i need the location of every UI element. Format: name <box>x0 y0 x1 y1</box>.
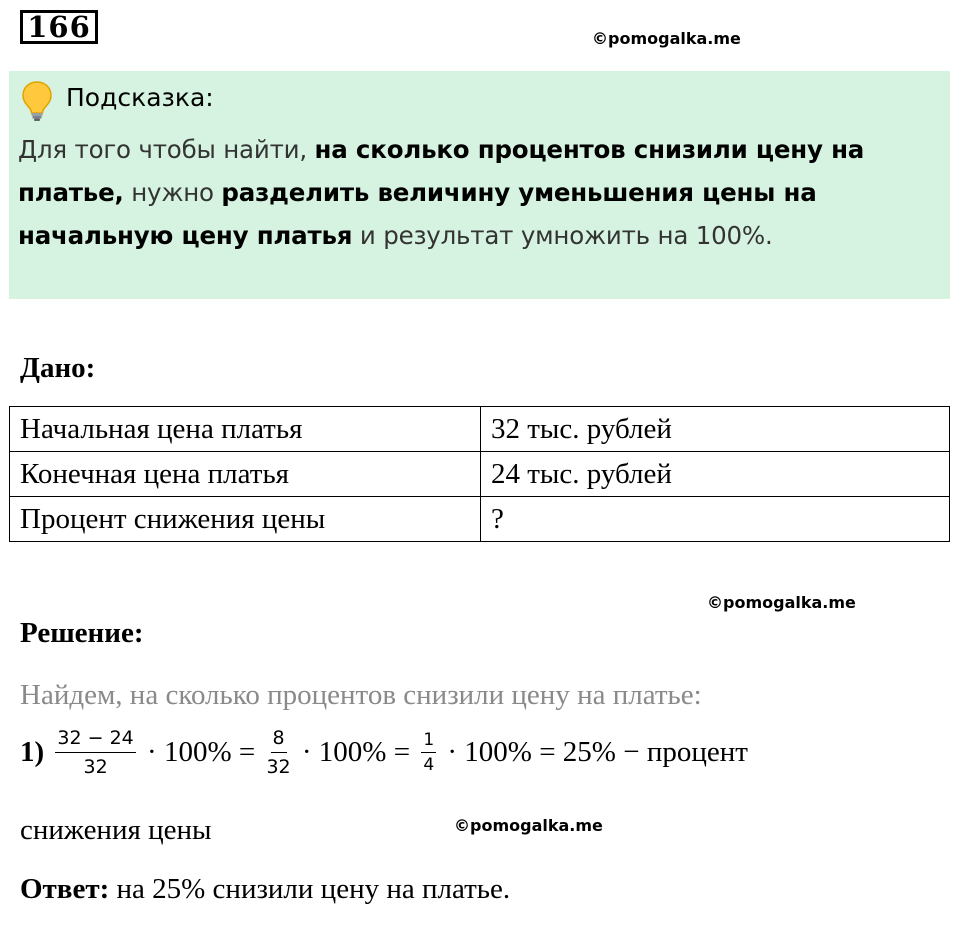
fraction-difference <box>55 726 135 779</box>
table-cell-value: 32 тыс. рублей <box>481 407 950 452</box>
equation-operator: · 100% = <box>301 736 411 768</box>
equation-line <box>20 726 748 792</box>
fraction-quarter <box>421 730 436 775</box>
equation-continuation: снижения цены <box>20 814 212 846</box>
answer-label: Ответ: <box>20 873 110 905</box>
fraction-numerator: 8 <box>271 726 287 753</box>
given-table <box>9 406 950 542</box>
fraction-denominator: 32 <box>83 756 108 778</box>
fraction-denominator: 32 <box>266 756 291 778</box>
fraction-numerator: 1 <box>421 730 436 753</box>
table-cell-value: 24 тыс. рублей <box>481 452 950 497</box>
table-row <box>10 497 950 542</box>
watermark-top: ©pomogalka.me <box>592 29 741 48</box>
hint-text <box>18 128 948 257</box>
answer-text: на 25% снизили цену на платье. <box>109 873 511 905</box>
table-row <box>10 452 950 497</box>
equation-result: · 100% = 25% − процент <box>447 736 748 768</box>
fraction-denominator: 4 <box>423 755 435 775</box>
hint-segment: и результат умножить на 100%. <box>352 221 773 250</box>
watermark-middle: ©pomogalka.me <box>707 593 856 612</box>
equation-operator: · 100% = <box>147 736 256 768</box>
step-label: 1) <box>20 736 45 768</box>
hint-emphasis: разделить величину уменьшения цены на начальную цену платья <box>18 178 817 250</box>
lightbulb-icon <box>21 80 53 122</box>
hint-title: Подсказка: <box>66 83 214 112</box>
table-row <box>10 407 950 452</box>
given-heading: Дано: <box>20 352 96 384</box>
table-cell-label: Начальная цена платья <box>10 407 481 452</box>
solution-heading: Решение: <box>20 617 144 649</box>
fraction-eight-32 <box>266 726 290 779</box>
watermark-bottom: ©pomogalka.me <box>454 816 603 835</box>
hint-segment: Для того чтобы найти, <box>18 135 315 164</box>
hint-emphasis: на сколько процентов снизили цену на платье, <box>18 135 865 207</box>
task-number: 166 <box>20 10 98 44</box>
table-cell-label: Процент снижения цены <box>10 497 481 542</box>
solution-intro: Найдем, на сколько процентов снизили цену на платье: <box>20 679 702 711</box>
table-cell-label: Конечная цена платья <box>10 452 481 497</box>
answer-line <box>20 873 510 906</box>
hint-segment: нужно <box>123 178 222 207</box>
fraction-numerator: 32 − 24 <box>55 726 135 753</box>
table-cell-value: ? <box>481 497 950 542</box>
